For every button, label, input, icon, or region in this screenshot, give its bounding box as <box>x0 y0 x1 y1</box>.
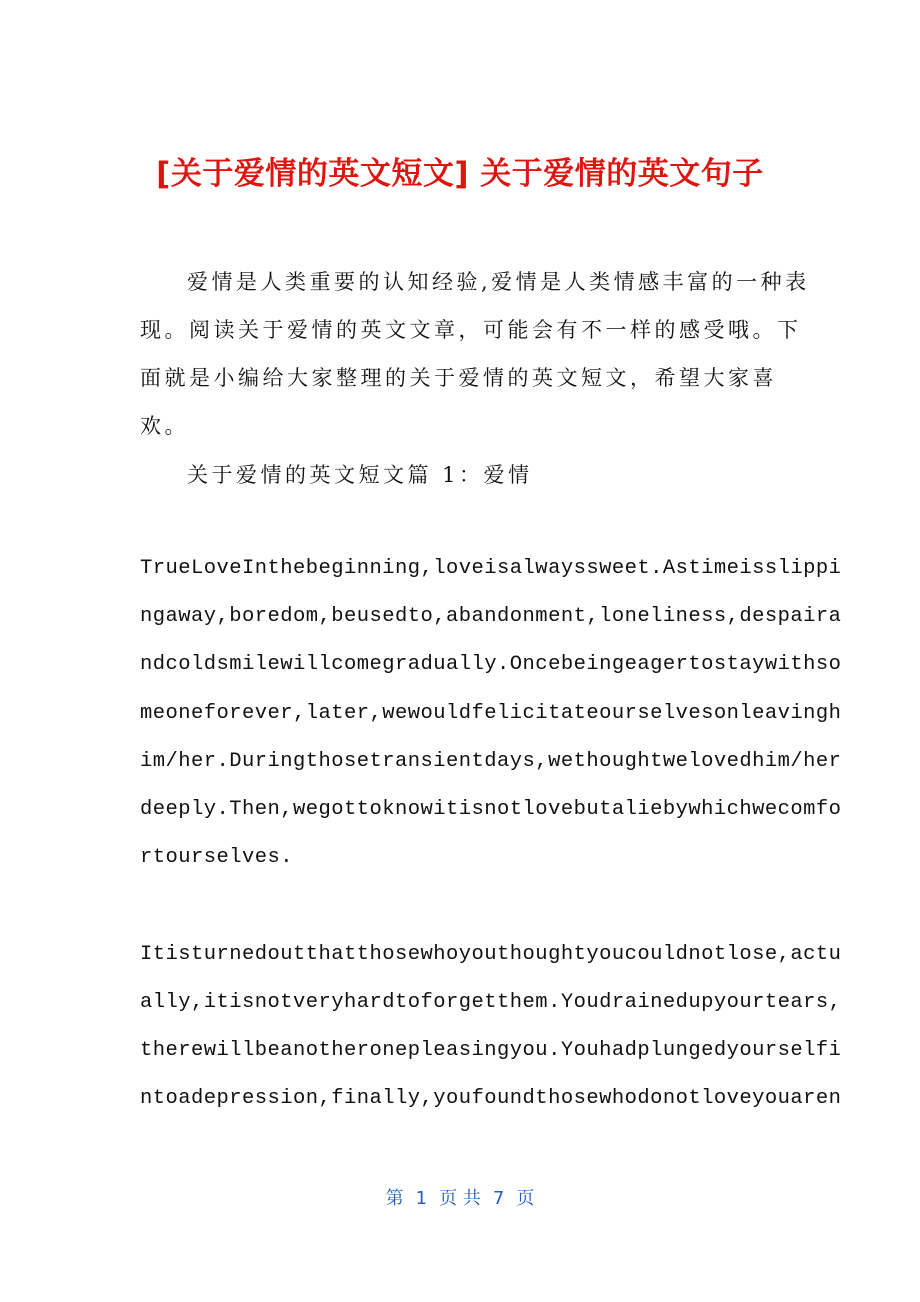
paragraph-line: ntoadepression,finally,youfoundthosewhodonotloveyouaren <box>140 1087 842 1110</box>
paragraph-line: therewillbeanotheronepleasingyou.Youhadplungedyourselfi <box>140 1039 842 1062</box>
paragraph-line: ngaway,boredom,beusedto,abandonment,loneliness,despaira <box>140 605 842 628</box>
paragraph-line: rtourselves. <box>140 846 294 869</box>
document-title: [关于爱情的英文短文] 关于爱情的英文句子 <box>156 156 764 192</box>
footer-prefix: 第 <box>385 1188 404 1209</box>
total-pages: 7 <box>492 1188 505 1209</box>
section-heading: 关于爱情的英文短文篇 1：爱情 <box>187 463 533 487</box>
intro-line: 欢。 <box>140 414 189 438</box>
paragraph-line: im/her.Duringthosetransientdays,wethoughtwelovedhim/her <box>140 750 842 773</box>
paragraph-line: TrueLoveInthebeginning,loveisalwayssweet.Astimeisslippi <box>140 557 842 580</box>
page-footer <box>0 1184 920 1210</box>
intro-line: 现。阅读关于爱情的英文文章，可能会有不一样的感受哦。下 <box>140 318 802 342</box>
intro-line: 爱情是人类重要的认知经验,爱情是人类情感丰富的一种表 <box>187 270 810 294</box>
footer-suffix: 页 <box>516 1188 535 1209</box>
current-page: 1 <box>415 1188 428 1209</box>
paragraph-line: meoneforever,later,wewouldfelicitateourselvesonleavingh <box>140 702 842 725</box>
paragraph-line: ally,itisnotveryhardtoforgetthem.Youdrainedupyourtears, <box>140 991 842 1014</box>
paragraph-line: Itisturnedoutthatthosewhoyouthoughtyoucouldnotlose,actu <box>140 943 842 966</box>
paragraph-line: deeply.Then,wegottoknowitisnotlovebutaliebywhichwecomfo <box>140 798 842 821</box>
footer-middle: 页 共 <box>439 1188 481 1209</box>
intro-line: 面就是小编给大家整理的关于爱情的英文短文，希望大家喜 <box>140 366 777 390</box>
paragraph-line: ndcoldsmilewillcomegradually.Oncebeingeagertostaywithso <box>140 653 842 676</box>
